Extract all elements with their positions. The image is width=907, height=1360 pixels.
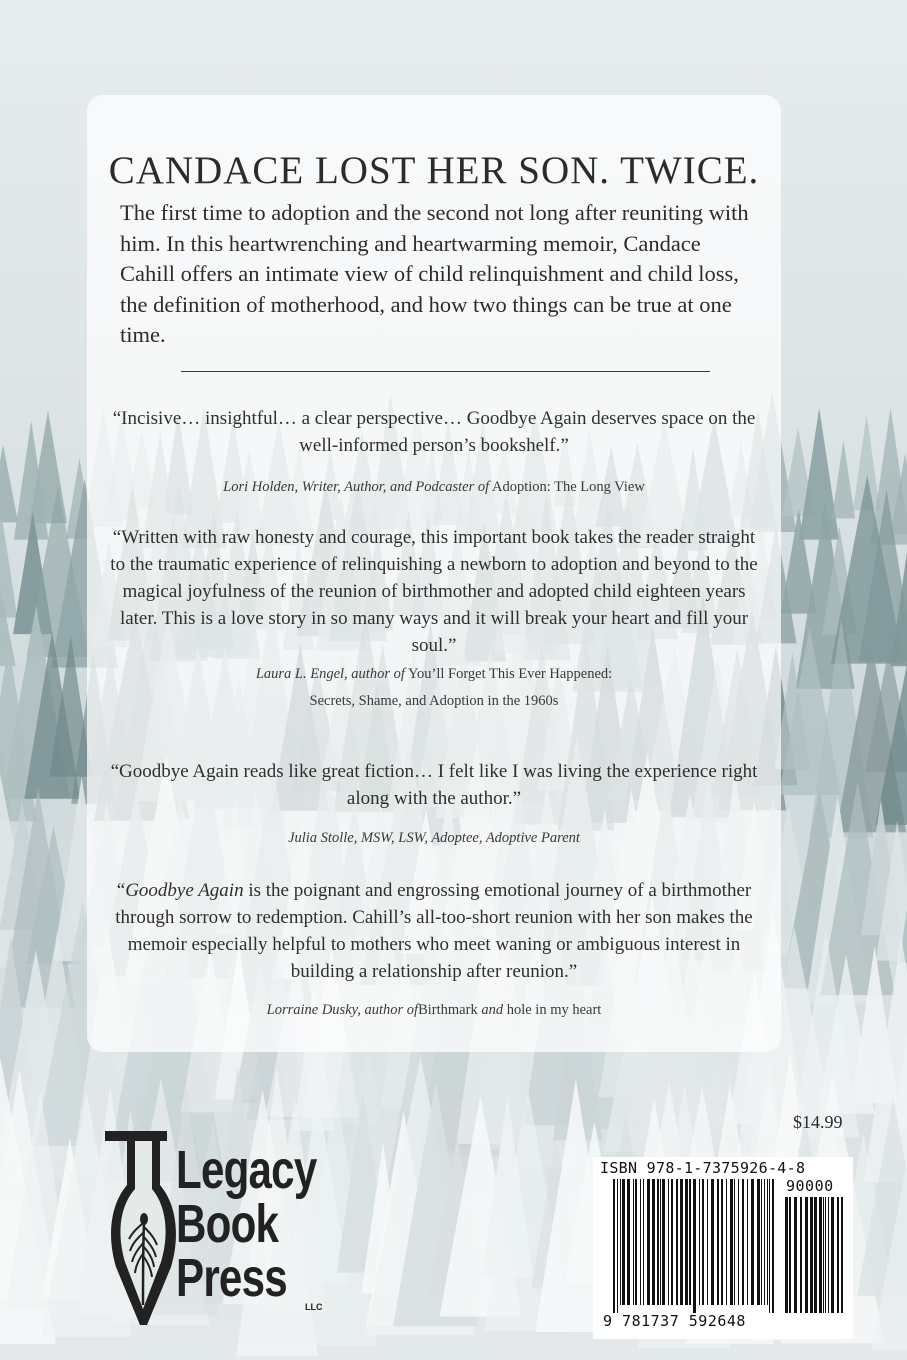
barcode-bar — [785, 1197, 788, 1313]
barcode-bar — [831, 1197, 834, 1313]
barcode-bar — [841, 1197, 843, 1313]
barcode-bar — [643, 1179, 644, 1305]
barcode-bar — [622, 1179, 625, 1305]
barcode-bar — [711, 1179, 714, 1305]
barcode-bar — [730, 1179, 733, 1305]
quote-4 — [107, 877, 761, 985]
barcode-bar — [689, 1179, 691, 1305]
barcode-addon-number: 90000 — [786, 1177, 834, 1195]
quote-2-attribution — [107, 661, 761, 715]
publisher-name-line1: Legacy — [176, 1140, 317, 1200]
quote-1-work: Adoption: The Long View — [491, 479, 645, 495]
quote-4-work-1: Birthmark — [418, 1002, 478, 1018]
barcode-bar — [772, 1179, 774, 1313]
price: $14.99 — [793, 1112, 843, 1132]
barcode-bar — [652, 1179, 655, 1305]
quote-4-attribution — [107, 997, 761, 1024]
barcode-bar — [676, 1179, 678, 1305]
barcode-bar — [800, 1197, 802, 1313]
barcode-bar — [764, 1179, 765, 1305]
barcode-bar — [685, 1179, 688, 1305]
barcode-bar — [819, 1197, 822, 1313]
barcode-bar — [805, 1197, 808, 1313]
quote-3: “Goodbye Again reads like great fiction… I felt like I was living the experience right along with the author.” — [110, 761, 758, 809]
barcode-bar — [617, 1179, 618, 1313]
quote-4-work-2: hole in my heart — [506, 1002, 602, 1018]
barcode-bar — [828, 1197, 829, 1313]
quote-4-open: “ — [116, 880, 126, 901]
barcode-bar — [640, 1179, 641, 1305]
quote-1: “Incisive… insightful… a clear perspective… Goodbye Again deserves space on the well-informed person’s bookshelf.” — [112, 408, 756, 456]
barcode-bar — [789, 1197, 791, 1313]
barcode-bar — [662, 1179, 665, 1305]
barcode-bar — [660, 1179, 661, 1305]
barcode-bar — [742, 1179, 744, 1305]
barcode-bar — [699, 1179, 700, 1305]
publisher-name-line3: Press — [176, 1248, 287, 1308]
tree-shape — [832, 440, 855, 518]
quote-1-attribution — [107, 474, 761, 501]
barcode-bar — [702, 1179, 704, 1305]
quote-4-body: is the poignant and engrossing emotional journey of a birthmother through sorrow to redemption. Cahill’s all-too-short reunion with her son makes the memoir especially helpful to mothers who meet waning or ambiguous interest in building a relationship after reunion.” — [115, 880, 753, 982]
divider-rule — [181, 371, 710, 372]
quote-4-title: Goodbye Again — [125, 880, 244, 901]
headline: CANDACE LOST HER SON. TWICE. — [108, 149, 760, 192]
barcode-bar — [726, 1179, 727, 1305]
barcode-bar — [747, 1179, 748, 1305]
isbn-label: ISBN 978-1-7375926-4-8 — [600, 1159, 806, 1177]
barcode-bar — [627, 1179, 630, 1305]
publisher-suffix: LLC — [305, 1302, 323, 1312]
isbn-barcode — [593, 1157, 853, 1339]
barcode-bar — [757, 1179, 760, 1305]
quote-4-author: Lorraine Dusky, author of — [266, 1002, 419, 1018]
barcode-bar — [620, 1179, 621, 1305]
intro-paragraph: The first time to adoption and the second not long after reuniting with him. In this heartwrenching and heartwarming memoir, Candace Cahill offers an intimate view of child relinquishment and child loss, the definition of motherhood, and how two things can be true at one time. — [120, 200, 749, 347]
quote-2-work: You’ll Forget This Ever Happened: — [407, 666, 613, 682]
publisher-name-line2: Book — [176, 1194, 279, 1254]
barcode-bar — [633, 1179, 634, 1305]
barcode-bar — [825, 1197, 826, 1313]
barcode-bar — [693, 1179, 696, 1313]
barcode-bar — [823, 1197, 824, 1313]
quote-2: “Written with raw honesty and courage, this important book takes the reader straight to the traumatic experience of relinquishing a newborn to adoption and beyond to the magical joyfulness of the reunion of birthmother and adopted child eighteen years later. This is a love story in so many ways and it will break your heart and fill your soul.” — [110, 527, 758, 656]
barcode-bar — [761, 1179, 762, 1305]
quote-1-author: Lori Holden, Writer, Author, and Podcaster of — [223, 479, 490, 495]
barcode-bar — [810, 1197, 813, 1313]
quote-2-work-line2: Secrets, Shame, and Adoption in the 1960s — [309, 693, 559, 709]
barcode-bar — [647, 1179, 650, 1305]
barcode-bar — [707, 1179, 708, 1305]
barcode-bar — [837, 1197, 839, 1313]
tree-shape — [0, 513, 17, 617]
quote-2-author: Laura L. Engel, author of — [255, 666, 405, 682]
barcode-bar — [738, 1179, 739, 1305]
barcode-bar — [717, 1179, 719, 1305]
barcode-bar — [613, 1179, 615, 1313]
barcode-bar — [671, 1179, 673, 1305]
barcode-bar — [794, 1197, 797, 1313]
barcode-bar — [721, 1179, 723, 1305]
barcode-bar — [751, 1179, 754, 1305]
tree-shape — [0, 445, 18, 523]
quote-3-attribution — [107, 825, 761, 852]
barcode-bar — [767, 1179, 768, 1305]
barcode-bar — [680, 1179, 683, 1305]
barcode-bar — [734, 1179, 735, 1305]
barcode-bar — [668, 1179, 669, 1305]
barcode-bar — [657, 1179, 659, 1305]
barcode-bar — [769, 1179, 770, 1313]
quote-3-author: Julia Stolle, MSW, LSW, Adoptee, Adoptive Parent — [288, 830, 580, 846]
barcode-bar — [635, 1179, 637, 1305]
quote-4-and: and — [481, 1002, 504, 1018]
barcode-bar — [814, 1197, 817, 1313]
ean-number: 9 781737 592648 — [603, 1312, 746, 1330]
